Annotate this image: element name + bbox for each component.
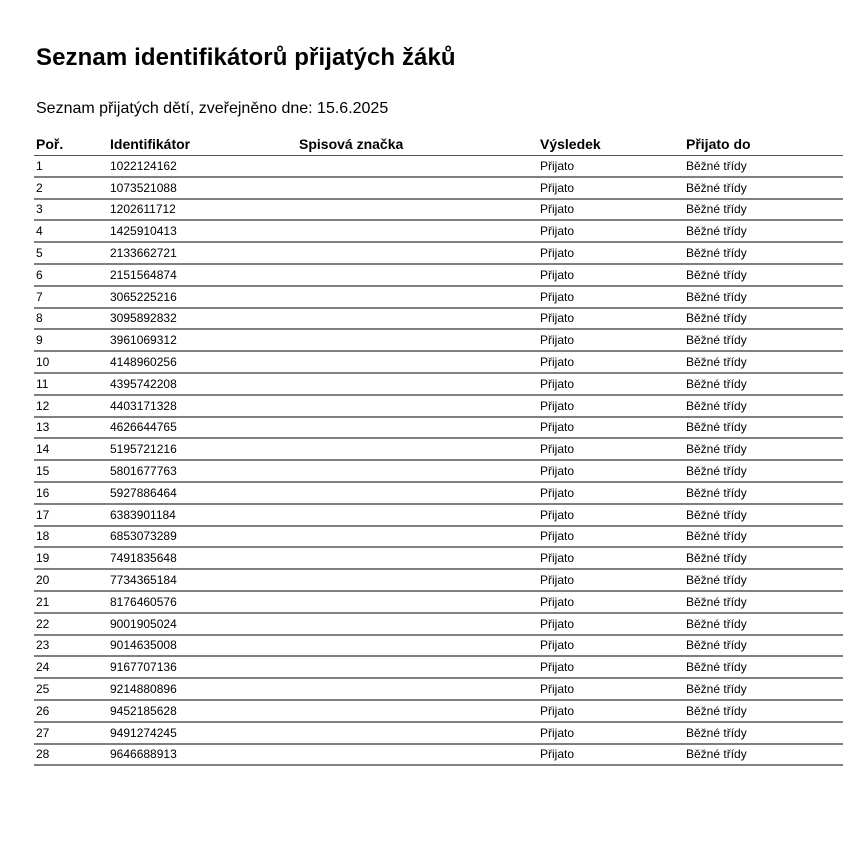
cell-admitted-to: Běžné třídy — [684, 395, 843, 417]
cell-order: 24 — [34, 656, 108, 678]
cell-result: Přijato — [538, 220, 684, 242]
table-row — [34, 308, 843, 330]
cell-admitted-to: Běžné třídy — [684, 351, 843, 373]
cell-result: Přijato — [538, 308, 684, 330]
table-row — [34, 395, 843, 417]
cell-result: Přijato — [538, 351, 684, 373]
cell-order: 10 — [34, 351, 108, 373]
cell-file-number — [297, 373, 538, 395]
cell-admitted-to: Běžné třídy — [684, 286, 843, 308]
page-title: Seznam identifikátorů přijatých žáků — [36, 44, 456, 71]
cell-file-number — [297, 678, 538, 700]
cell-file-number — [297, 526, 538, 548]
cell-admitted-to: Běžné třídy — [684, 417, 843, 439]
table-row — [34, 482, 843, 504]
cell-file-number — [297, 242, 538, 264]
cell-order: 19 — [34, 547, 108, 569]
cell-result: Přijato — [538, 722, 684, 744]
cell-file-number — [297, 264, 538, 286]
cell-file-number — [297, 635, 538, 657]
cell-admitted-to: Běžné třídy — [684, 264, 843, 286]
table-row — [34, 656, 843, 678]
table-row — [34, 547, 843, 569]
cell-admitted-to: Běžné třídy — [684, 482, 843, 504]
table-row — [34, 569, 843, 591]
cell-result: Přijato — [538, 460, 684, 482]
cell-admitted-to: Běžné třídy — [684, 460, 843, 482]
column-header-result: Výsledek — [538, 133, 684, 156]
cell-order: 3 — [34, 199, 108, 221]
table-row — [34, 460, 843, 482]
cell-identifier: 9167707136 — [108, 656, 297, 678]
cell-identifier: 6853073289 — [108, 526, 297, 548]
table-row — [34, 678, 843, 700]
cell-identifier: 1022124162 — [108, 156, 297, 177]
cell-order: 13 — [34, 417, 108, 439]
cell-admitted-to: Běžné třídy — [684, 242, 843, 264]
cell-identifier: 2133662721 — [108, 242, 297, 264]
cell-result: Přijato — [538, 635, 684, 657]
cell-file-number — [297, 504, 538, 526]
cell-order: 17 — [34, 504, 108, 526]
cell-result: Přijato — [538, 264, 684, 286]
admitted-students-table — [34, 133, 843, 766]
cell-admitted-to: Běžné třídy — [684, 569, 843, 591]
column-header-file-number: Spisová značka — [297, 133, 538, 156]
cell-result: Přijato — [538, 569, 684, 591]
cell-identifier: 7491835648 — [108, 547, 297, 569]
cell-admitted-to: Běžné třídy — [684, 656, 843, 678]
cell-identifier: 8176460576 — [108, 591, 297, 613]
cell-admitted-to: Běžné třídy — [684, 744, 843, 766]
table-row — [34, 177, 843, 199]
cell-file-number — [297, 220, 538, 242]
cell-identifier: 2151564874 — [108, 264, 297, 286]
table-row — [34, 635, 843, 657]
cell-identifier: 9014635008 — [108, 635, 297, 657]
cell-file-number — [297, 417, 538, 439]
cell-admitted-to: Běžné třídy — [684, 547, 843, 569]
cell-file-number — [297, 395, 538, 417]
cell-admitted-to: Běžné třídy — [684, 700, 843, 722]
cell-identifier: 3065225216 — [108, 286, 297, 308]
cell-order: 22 — [34, 613, 108, 635]
publication-subtitle: Seznam přijatých dětí, zveřejněno dne: 15.6.2025 — [36, 100, 389, 117]
table-header-row — [34, 133, 843, 156]
column-header-order: Poř. — [34, 133, 108, 156]
cell-admitted-to: Běžné třídy — [684, 220, 843, 242]
cell-order: 28 — [34, 744, 108, 766]
cell-result: Přijato — [538, 482, 684, 504]
cell-admitted-to: Běžné třídy — [684, 504, 843, 526]
cell-identifier: 9491274245 — [108, 722, 297, 744]
cell-identifier: 6383901184 — [108, 504, 297, 526]
table-row — [34, 199, 843, 221]
table-row — [34, 417, 843, 439]
cell-result: Přijato — [538, 417, 684, 439]
table-row — [34, 264, 843, 286]
cell-order: 18 — [34, 526, 108, 548]
cell-result: Přijato — [538, 373, 684, 395]
cell-order: 26 — [34, 700, 108, 722]
cell-order: 9 — [34, 329, 108, 351]
cell-file-number — [297, 700, 538, 722]
cell-order: 23 — [34, 635, 108, 657]
cell-identifier: 1202611712 — [108, 199, 297, 221]
table-row — [34, 504, 843, 526]
cell-result: Přijato — [538, 613, 684, 635]
table-row — [34, 220, 843, 242]
cell-order: 20 — [34, 569, 108, 591]
cell-identifier: 7734365184 — [108, 569, 297, 591]
cell-identifier: 9646688913 — [108, 744, 297, 766]
cell-identifier: 5195721216 — [108, 438, 297, 460]
cell-result: Přijato — [538, 395, 684, 417]
cell-admitted-to: Běžné třídy — [684, 177, 843, 199]
table-row — [34, 613, 843, 635]
cell-order: 27 — [34, 722, 108, 744]
cell-admitted-to: Běžné třídy — [684, 156, 843, 177]
cell-identifier: 9452185628 — [108, 700, 297, 722]
cell-file-number — [297, 569, 538, 591]
cell-order: 7 — [34, 286, 108, 308]
cell-admitted-to: Běžné třídy — [684, 438, 843, 460]
cell-admitted-to: Běžné třídy — [684, 308, 843, 330]
cell-result: Přijato — [538, 199, 684, 221]
cell-result: Přijato — [538, 329, 684, 351]
cell-result: Přijato — [538, 438, 684, 460]
cell-file-number — [297, 722, 538, 744]
table-body — [34, 156, 843, 766]
cell-admitted-to: Běžné třídy — [684, 373, 843, 395]
cell-order: 4 — [34, 220, 108, 242]
cell-identifier: 4403171328 — [108, 395, 297, 417]
cell-file-number — [297, 656, 538, 678]
cell-admitted-to: Běžné třídy — [684, 591, 843, 613]
cell-admitted-to: Běžné třídy — [684, 526, 843, 548]
table-row — [34, 156, 843, 177]
cell-order: 11 — [34, 373, 108, 395]
cell-result: Přijato — [538, 286, 684, 308]
cell-admitted-to: Běžné třídy — [684, 678, 843, 700]
table-row — [34, 591, 843, 613]
cell-order: 1 — [34, 156, 108, 177]
cell-identifier: 3961069312 — [108, 329, 297, 351]
cell-result: Přijato — [538, 156, 684, 177]
cell-result: Přijato — [538, 547, 684, 569]
cell-result: Přijato — [538, 242, 684, 264]
cell-identifier: 4626644765 — [108, 417, 297, 439]
cell-admitted-to: Běžné třídy — [684, 613, 843, 635]
cell-identifier: 5927886464 — [108, 482, 297, 504]
cell-order: 5 — [34, 242, 108, 264]
cell-order: 16 — [34, 482, 108, 504]
cell-order: 8 — [34, 308, 108, 330]
table-row — [34, 373, 843, 395]
column-header-identifier: Identifikátor — [108, 133, 297, 156]
cell-file-number — [297, 177, 538, 199]
table-header — [34, 133, 843, 156]
table-row — [34, 242, 843, 264]
table-row — [34, 351, 843, 373]
cell-file-number — [297, 329, 538, 351]
cell-identifier: 4148960256 — [108, 351, 297, 373]
cell-admitted-to: Běžné třídy — [684, 199, 843, 221]
cell-file-number — [297, 482, 538, 504]
cell-admitted-to: Běžné třídy — [684, 329, 843, 351]
cell-identifier: 1425910413 — [108, 220, 297, 242]
table-row — [34, 722, 843, 744]
cell-result: Přijato — [538, 700, 684, 722]
cell-order: 12 — [34, 395, 108, 417]
cell-result: Přijato — [538, 177, 684, 199]
table-row — [34, 329, 843, 351]
cell-order: 14 — [34, 438, 108, 460]
cell-file-number — [297, 286, 538, 308]
cell-result: Přijato — [538, 744, 684, 766]
cell-order: 15 — [34, 460, 108, 482]
cell-order: 25 — [34, 678, 108, 700]
cell-file-number — [297, 547, 538, 569]
table-row — [34, 744, 843, 766]
table-row — [34, 286, 843, 308]
table-row — [34, 700, 843, 722]
table-row — [34, 526, 843, 548]
cell-file-number — [297, 199, 538, 221]
cell-identifier: 5801677763 — [108, 460, 297, 482]
column-header-admitted-to: Přijato do — [684, 133, 843, 156]
cell-identifier: 4395742208 — [108, 373, 297, 395]
table-row — [34, 438, 843, 460]
cell-file-number — [297, 308, 538, 330]
cell-file-number — [297, 438, 538, 460]
cell-identifier: 1073521088 — [108, 177, 297, 199]
cell-result: Přijato — [538, 504, 684, 526]
cell-identifier: 9001905024 — [108, 613, 297, 635]
cell-file-number — [297, 156, 538, 177]
cell-order: 2 — [34, 177, 108, 199]
cell-file-number — [297, 613, 538, 635]
cell-admitted-to: Běžné třídy — [684, 635, 843, 657]
cell-file-number — [297, 460, 538, 482]
cell-result: Přijato — [538, 678, 684, 700]
cell-identifier: 9214880896 — [108, 678, 297, 700]
cell-file-number — [297, 591, 538, 613]
cell-result: Přijato — [538, 656, 684, 678]
cell-file-number — [297, 351, 538, 373]
cell-order: 21 — [34, 591, 108, 613]
cell-result: Přijato — [538, 526, 684, 548]
cell-admitted-to: Běžné třídy — [684, 722, 843, 744]
cell-result: Přijato — [538, 591, 684, 613]
cell-order: 6 — [34, 264, 108, 286]
cell-identifier: 3095892832 — [108, 308, 297, 330]
cell-file-number — [297, 744, 538, 766]
